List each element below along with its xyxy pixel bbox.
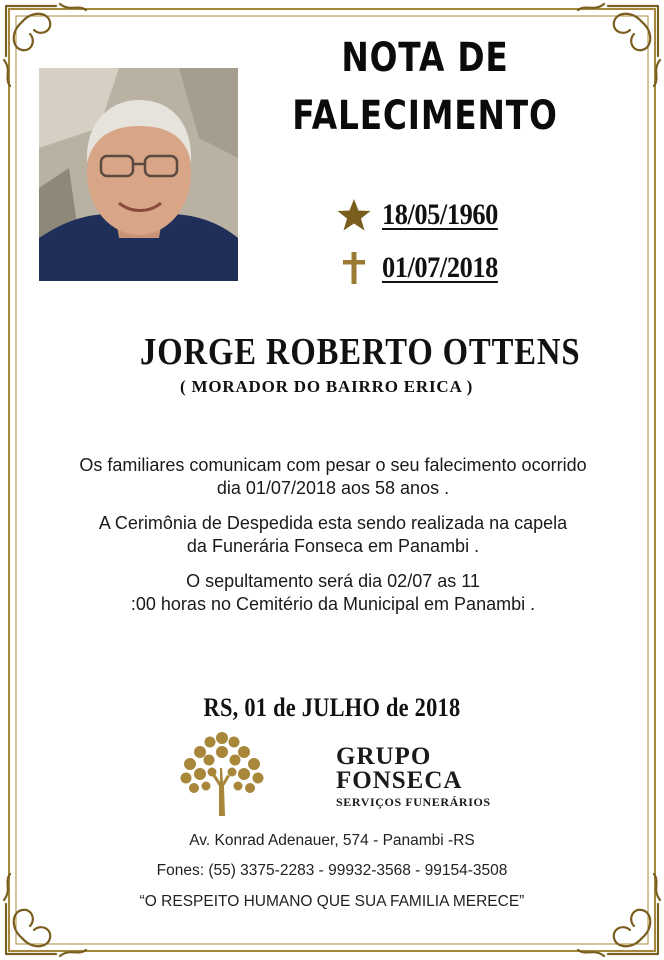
brand-line1: GRUPO [336, 743, 432, 770]
paragraph-line: dia 01/07/2018 aos 58 anos . [216, 478, 450, 498]
paragraph-line: da Funerária Fonseca em Panambi . [186, 536, 480, 556]
birth-date: 18/05/1960 [382, 198, 498, 231]
tree-icon [176, 728, 268, 818]
paragraph-line: O sepultamento será dia 02/07 as 11 [186, 571, 480, 591]
ceremony-paragraph [30, 512, 636, 558]
star-icon [336, 197, 372, 233]
page-title-line2: FALECIMENTO [292, 93, 558, 139]
company-phones: Fones: (55) 3375-2283 - 99932-3568 - 99154-3508 [156, 862, 508, 879]
company-brand [336, 745, 491, 810]
death-date-row [336, 248, 514, 288]
paragraph-line: A Cerimônia de Despedida esta sendo realizada na capela [98, 513, 568, 533]
brand-tagline: SERVIÇOS FUNERÁRIOS [336, 795, 491, 809]
page-title-line1: NOTA DE [341, 35, 509, 81]
place-date: RS, 01 de JULHO de 2018 [203, 693, 461, 722]
announcement-paragraph [30, 454, 636, 500]
burial-paragraph [30, 570, 636, 616]
deceased-residence-note: ( MORADOR DO BAIRRO ERICA ) [180, 377, 474, 396]
company-address: Av. Konrad Adenauer, 574 - Panambi -RS [189, 832, 475, 849]
deceased-photo [39, 68, 238, 281]
deceased-name: JORGE ROBERTO OTTENS [140, 331, 581, 373]
death-date: 01/07/2018 [382, 251, 498, 284]
brand-line2: FONSECA [336, 767, 463, 794]
cross-icon [336, 250, 372, 286]
birth-date-row [336, 195, 514, 235]
paragraph-line: Os familiares comunicam com pesar o seu falecimento ocorrido [79, 455, 587, 475]
paragraph-line: :00 horas no Cemitério da Municipal em Panambi . [130, 594, 536, 614]
company-slogan: “O RESPEITO HUMANO QUE SUA FAMILIA MERECE” [139, 893, 525, 910]
